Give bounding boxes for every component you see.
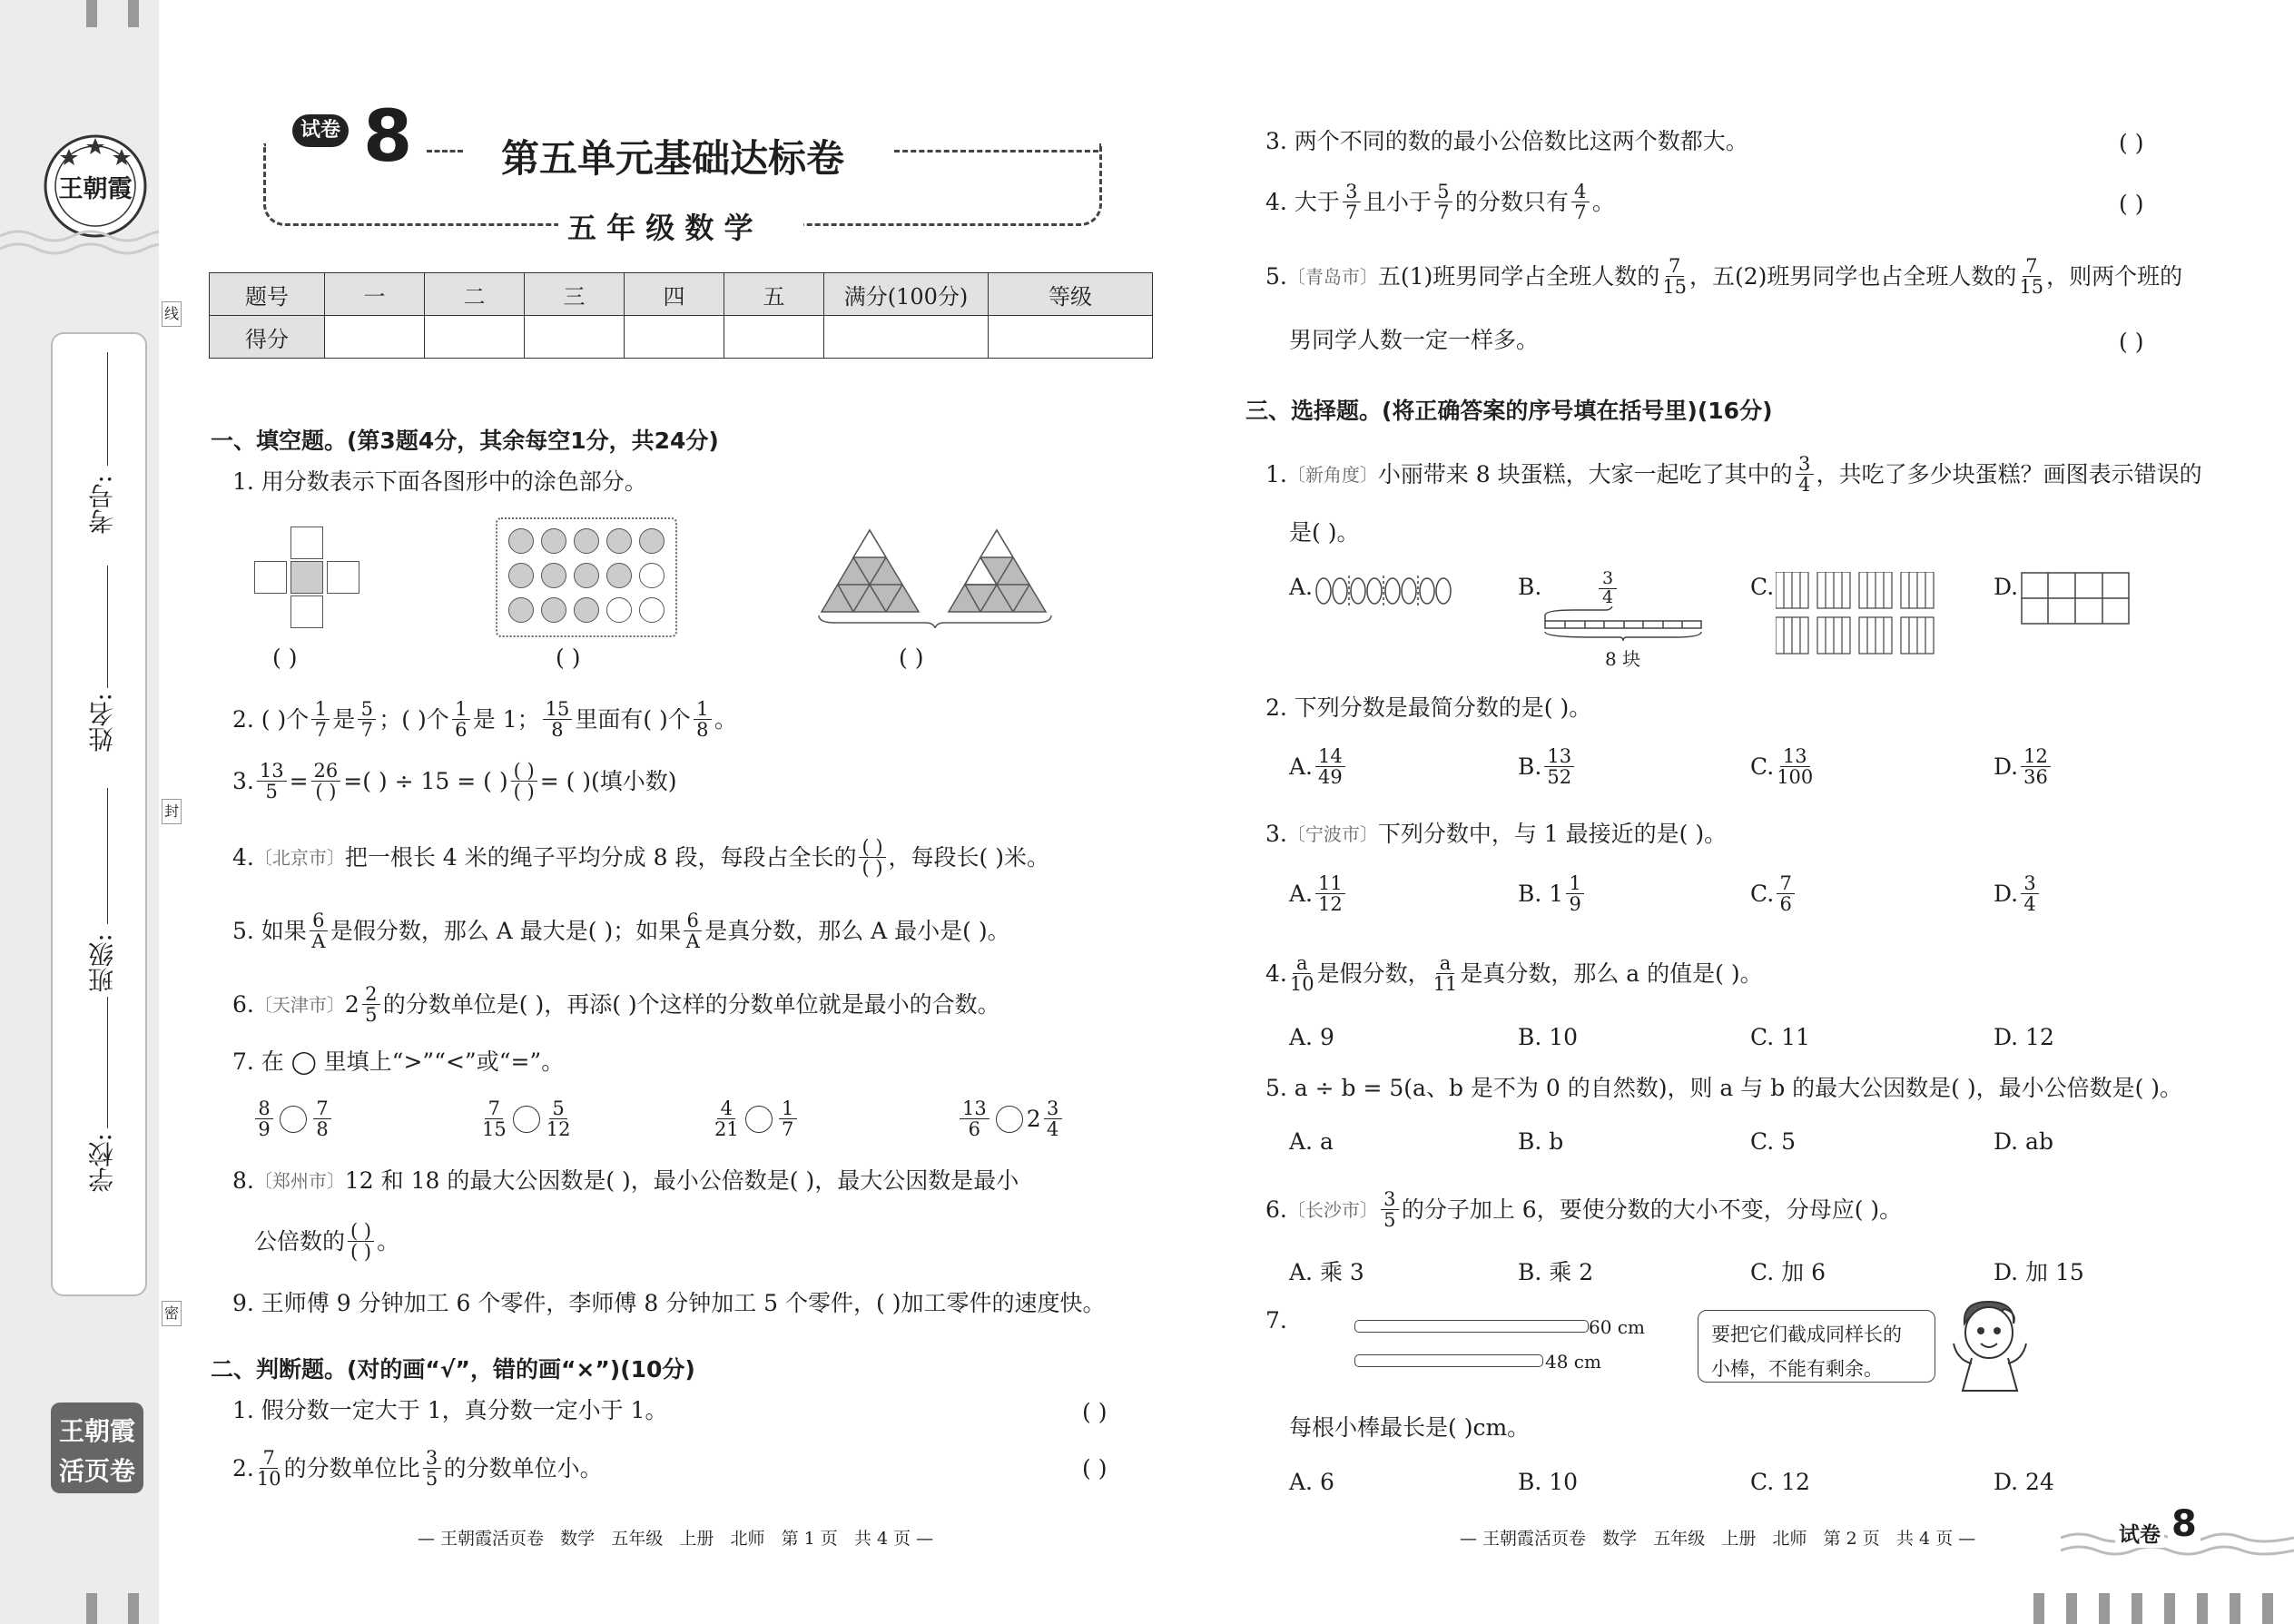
badge-brand: 王朝霞 — [58, 1416, 135, 1446]
figure-cross — [254, 527, 361, 634]
c1-option-b-label: 8 块 — [1605, 648, 1641, 670]
compare-circle — [745, 1106, 773, 1133]
c2-option-c[interactable]: C. $\frac{13}{100}$ — [1750, 745, 1814, 789]
question-1-4: 4. 〔北京市〕 把一根长 4 米的绳子平均分成 8 段，每段占全长的 $\frac{( )}{( )}$ ，每段长( )米。 — [232, 836, 1049, 880]
score-col-label: 题号 — [210, 273, 325, 316]
rod-48-label: 48 cm — [1545, 1351, 1601, 1373]
score-cell[interactable] — [989, 316, 1153, 359]
c6-option-b[interactable]: B. 乘 2 — [1518, 1259, 1594, 1285]
name-line[interactable] — [107, 566, 108, 688]
c2-option-b[interactable]: B. $\frac{13}{52}$ — [1518, 746, 1577, 787]
compare-item-1[interactable]: $\frac{8}{9}$ $\frac{7}{8}$ — [252, 1098, 334, 1139]
bottom-right-ticks — [2033, 1593, 2294, 1624]
badge-type: 活页卷 — [58, 1456, 135, 1486]
region-tag: 〔新角度〕 — [1286, 463, 1378, 486]
choice-1: 1. 〔新角度〕 小丽带来 8 块蛋糕，大家一起吃了其中的 $\frac{3}{4}$ ，共吃了多少块蛋糕？画图表示错误的 — [1265, 453, 2202, 497]
judge-5-answer[interactable]: ( ) — [2119, 329, 2144, 355]
compare-item-2[interactable]: $\frac{7}{15}$ $\frac{5}{12}$ — [482, 1097, 571, 1141]
section-2-heading: 二、判断题。(对的画“√”，错的画“×”)(10分) — [211, 1356, 695, 1383]
question-1-7: 7. 在 ◯ 里填上“>”“<”或“=”。 — [232, 1048, 565, 1075]
score-cell[interactable] — [824, 316, 989, 359]
score-col-4: 四 — [625, 273, 724, 316]
judge-4-answer[interactable]: ( ) — [2119, 191, 2144, 217]
judge-5: 5. 〔青岛市〕 五(1)班男同学占全班人数的 $\frac{7}{15}$ ，五(2)班男同学也占全班人数的 $\frac{7}{15}$ ，则两个班的 — [1265, 255, 2183, 299]
c4-option-a[interactable]: A. 9 — [1289, 1024, 1334, 1050]
c5-option-d[interactable]: D. ab — [1994, 1128, 2053, 1155]
c4-option-c[interactable]: C. 11 — [1750, 1024, 1810, 1050]
c2-option-a[interactable]: A. $\frac{14}{49}$ — [1289, 746, 1348, 787]
score-col-1: 一 — [325, 273, 425, 316]
fig2-answer[interactable]: ( ) — [556, 645, 581, 671]
student-info-panel — [51, 332, 147, 1296]
section-1-heading: 一、填空题。(第3题4分，其余每空1分，共24分) — [211, 428, 719, 454]
judge-2: 2. $\frac{7}{10}$ 的分数单位比 $\frac{3}{5}$ 的分数单位小。 — [232, 1447, 603, 1491]
brand-logo — [42, 133, 149, 240]
exam-tag: 试卷 — [292, 114, 349, 147]
region-tag: 〔天津市〕 — [253, 993, 345, 1016]
rod-48 — [1354, 1354, 1543, 1367]
question-1-8: 8. 〔郑州市〕 12 和 18 的最大公因数是( )，最小公倍数是( )，最大公因数是最小 — [232, 1167, 1019, 1194]
score-cell[interactable] — [425, 316, 525, 359]
page-1-footer: — 王朝霞活页卷 数学 五年级 上册 北师 第 1 页 共 4 页 — — [418, 1529, 934, 1549]
name-label: 姓名: — [87, 693, 117, 753]
score-col-full: 满分(100分) — [824, 273, 989, 316]
exam-title: 第五单元基础达标卷 — [501, 136, 845, 181]
cut-mark-xian: 线 — [162, 301, 182, 327]
section-3-heading: 三、选择题。(将正确答案的序号填在括号里)(16分) — [1245, 398, 1773, 424]
c1-option-b-figure: $\frac{3}{4}$ 8 块 — [1538, 570, 1710, 668]
c2-option-d[interactable]: D. $\frac{12}{36}$ — [1994, 746, 2053, 787]
c5-option-c[interactable]: C. 5 — [1750, 1128, 1797, 1155]
compare-circle — [513, 1106, 540, 1133]
region-tag: 〔郑州市〕 — [253, 1169, 345, 1192]
c6-option-a[interactable]: A. 乘 3 — [1289, 1259, 1364, 1285]
score-cell[interactable] — [525, 316, 625, 359]
judge-2-answer[interactable]: ( ) — [1082, 1455, 1108, 1481]
rod-60-label: 60 cm — [1589, 1316, 1645, 1338]
judge-5-cont: 男同学人数一定一样多。 — [1289, 327, 1540, 353]
c1-option-b[interactable]: B. — [1518, 574, 1542, 600]
choice-4: 4. $\frac{a}{10}$ 是假分数， $\frac{a}{11}$ 是真分数，那么 a 的值是( )。 — [1265, 952, 1763, 996]
question-1-1: 1. 用分数表示下面各图形中的涂色部分。 — [232, 468, 647, 495]
school-line[interactable] — [107, 997, 108, 1128]
exam-number: 8 — [363, 96, 413, 178]
question-1-5: 5. 如果 $\frac{6}{A}$ 是假分数，那么 A 最大是( )；如果 $\frac{6}{A}$ 是真分数，那么 A 最小是( )。 — [232, 910, 1010, 953]
c7-option-b[interactable]: B. 10 — [1518, 1469, 1579, 1495]
score-col-grade: 等级 — [989, 273, 1153, 316]
class-label: 班级: — [87, 933, 117, 993]
question-1-9: 9. 王师傅 9 分钟加工 6 个零件，李师傅 8 分钟加工 5 个零件，( )加工零件的速度快。 — [232, 1290, 1106, 1316]
region-tag: 〔青岛市〕 — [1286, 265, 1378, 288]
region-tag: 〔长沙市〕 — [1286, 1198, 1378, 1221]
judge-4: 4. 大于 $\frac{3}{7}$ 且小于 $\frac{5}{7}$ 的分数只有 $\frac{4}{7}$ 。 — [1265, 181, 1615, 224]
score-table-header — [210, 273, 1153, 316]
score-cell[interactable] — [724, 316, 824, 359]
c3-option-c[interactable]: C. $\frac{7}{6}$ — [1750, 873, 1797, 914]
c1-option-c-figure — [1776, 572, 1943, 659]
score-col-2: 二 — [425, 273, 525, 316]
bubble-line-2: 小棒，不能有剩余。 — [1711, 1358, 1883, 1380]
c1-option-d-figure — [2021, 572, 2132, 626]
score-table-row — [210, 316, 1153, 359]
c5-option-a[interactable]: A. a — [1289, 1128, 1334, 1155]
choice-6: 6. 〔长沙市〕 $\frac{3}{5}$ 的分子加上 6，要使分数的大小不变，分母应( )。 — [1265, 1188, 1903, 1232]
choice-7-question: 每根小棒最长是( )cm。 — [1289, 1414, 1531, 1441]
bottom-badge — [51, 1403, 143, 1493]
c3-option-b[interactable]: B. 1 $\frac{1}{9}$ — [1518, 873, 1587, 914]
choice-5: 5. a ÷ b = 5(a、b 是不为 0 的自然数)，则 a 与 b 的最大公因数是( )，最小公倍数是( )。 — [1265, 1075, 2183, 1101]
score-cell[interactable] — [625, 316, 724, 359]
figure-circles — [496, 517, 677, 637]
c4-option-d[interactable]: D. 12 — [1994, 1024, 2054, 1050]
fig3-answer[interactable]: ( ) — [899, 645, 924, 671]
class-line[interactable] — [107, 788, 108, 924]
school-label: 学校: — [87, 1133, 117, 1193]
c1-option-a[interactable]: A. — [1289, 574, 1314, 600]
judge-1: 1. 假分数一定大于 1，真分数一定小于 1。 — [232, 1397, 668, 1423]
c1-option-c[interactable]: C. — [1750, 574, 1775, 600]
judge-3-answer[interactable]: ( ) — [2119, 130, 2144, 156]
question-1-3: 3. $\frac{13}{5}$ = $\frac{26}{( )}$ =( ) ÷ 15 = ( ) $\frac{( )}{( )}$ = ( )(填小数) — [232, 760, 677, 803]
speech-bubble — [1698, 1310, 1935, 1383]
corner-tag: 试卷 — [2115, 1518, 2164, 1548]
score-col-5: 五 — [724, 273, 824, 316]
question-1-8-cont: 公倍数的 $\frac{( )}{( )}$ 。 — [254, 1220, 400, 1264]
compare-item-4[interactable]: $\frac{13}{6}$ 2 $\frac{3}{4}$ — [957, 1098, 1065, 1139]
fig1-answer[interactable]: ( ) — [272, 645, 298, 671]
strip-wave — [0, 227, 159, 263]
score-row-label: 得分 — [210, 316, 325, 359]
page-2-footer: — 王朝霞活页卷 数学 五年级 上册 北师 第 2 页 共 4 页 — — [1460, 1529, 1976, 1549]
score-cell[interactable] — [325, 316, 425, 359]
cut-mark-mi: 密 — [162, 1301, 182, 1326]
c5-option-b[interactable]: B. b — [1518, 1128, 1564, 1155]
c4-option-b[interactable]: B. 10 — [1518, 1024, 1579, 1050]
c6-option-c[interactable]: C. 加 6 — [1750, 1259, 1826, 1285]
choice-3: 3. 〔宁波市〕 下列分数中，与 1 最接近的是( )。 — [1265, 821, 1728, 847]
top-tick-marks — [86, 0, 141, 27]
c3-option-a[interactable]: A. $\frac{11}{12}$ — [1289, 873, 1348, 914]
c7-option-c[interactable]: C. 12 — [1750, 1469, 1810, 1495]
choice-1-cont: 是( )。 — [1289, 519, 1360, 546]
bubble-line-1: 要把它们截成同样长的 — [1711, 1324, 1902, 1345]
compare-item-3[interactable]: $\frac{4}{21}$ $\frac{1}{7}$ — [712, 1098, 800, 1139]
choice-2: 2. 下列分数是最简分数的是( )。 — [1265, 694, 1592, 721]
score-table — [209, 272, 1153, 359]
compare-circle — [280, 1106, 307, 1133]
compare-circle — [996, 1106, 1023, 1133]
judge-3: 3. 两个不同的数的最小公倍数比这两个数都大。 — [1265, 128, 1748, 154]
exam-no-label: 考号: — [87, 475, 117, 535]
header-dash-right — [894, 150, 1098, 153]
figure-triangles — [817, 521, 1053, 628]
boy-illustration — [1944, 1296, 2035, 1394]
region-tag: 〔北京市〕 — [253, 846, 345, 869]
c3-option-d[interactable]: D. $\frac{3}{4}$ — [1994, 873, 2042, 914]
c7-option-a[interactable]: A. 6 — [1289, 1469, 1334, 1495]
cut-mark-feng: 封 — [162, 799, 182, 824]
c1-option-a-figure — [1314, 576, 1460, 606]
exam-subtitle: 五 年 级 数 学 — [567, 211, 753, 245]
question-1-6: 6. 〔天津市〕 2 $\frac{2}{5}$ 的分数单位是( )，再添( )个这样的分数单位就是最小的合数。 — [232, 983, 1000, 1027]
logo-text: 王朝霞 — [58, 175, 133, 203]
choice-7: 7. — [1265, 1307, 1287, 1334]
c1-option-d[interactable]: D. — [1994, 574, 2019, 600]
rod-60 — [1354, 1320, 1589, 1333]
judge-1-answer[interactable]: ( ) — [1082, 1399, 1108, 1425]
score-col-3: 三 — [525, 273, 625, 316]
region-tag: 〔宁波市〕 — [1286, 822, 1378, 845]
c7-option-d[interactable]: D. 24 — [1994, 1469, 2054, 1495]
corner-number: 8 — [2168, 1503, 2200, 1545]
exam-no-line[interactable] — [107, 352, 108, 466]
c6-option-d[interactable]: D. 加 15 — [1994, 1259, 2084, 1285]
header-dash-left — [427, 150, 463, 153]
question-1-2: 2. ( )个 $\frac{1}{7}$ 是 $\frac{5}{7}$ ；( )个 $\frac{1}{6}$ 是 1； $\frac{15}{8}$ 里面有( )个 $\frac{1}{8}$ 。 — [232, 698, 737, 742]
bottom-tick-marks — [86, 1593, 141, 1624]
